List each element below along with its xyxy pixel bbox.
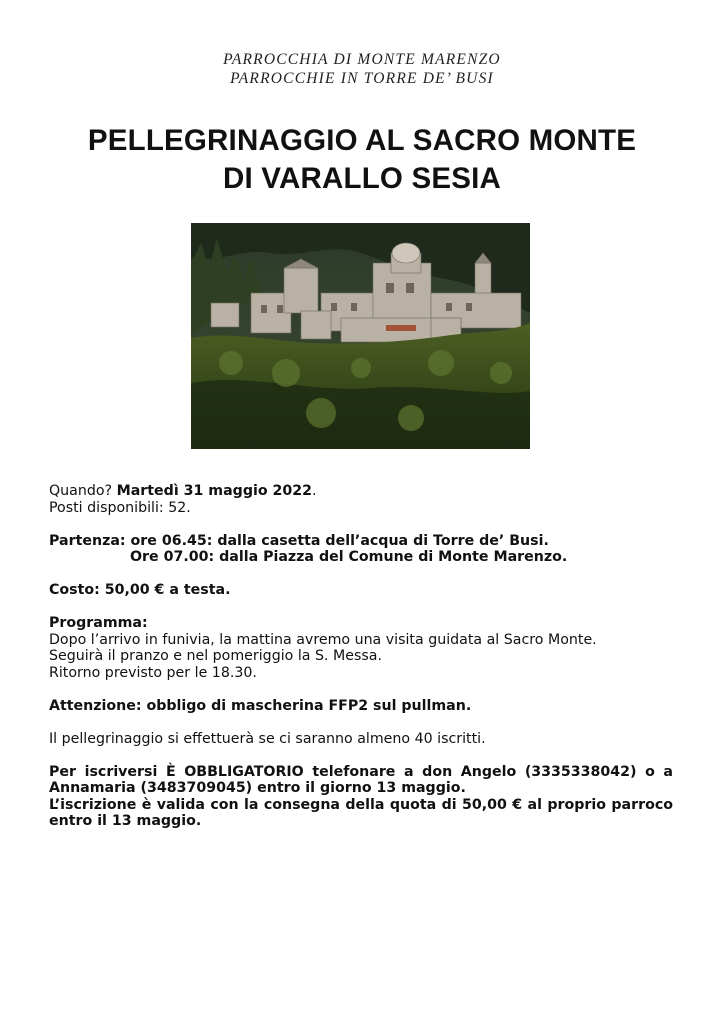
validity-paragraph: L’iscrizione è valida con la consegna della quota di 50,00 € al proprio parroco entro il 13 maggio. — [49, 796, 673, 829]
title-line-2: DI VARALLO SESIA — [222, 162, 501, 195]
parish-subtitle: PARROCCHIE IN TORRE DE’ BUSI — [230, 70, 494, 87]
date-line — [49, 483, 673, 500]
date-value: Martedì 31 maggio 2022 — [116, 483, 313, 499]
date-label: Quando? — [49, 483, 117, 499]
program-line-2: Seguirà il pranzo e nel pomeriggio la S. Messa. — [49, 648, 382, 664]
cost-line: Costo: 50,00 € a testa. — [49, 582, 231, 598]
departure-line-2: Ore 07.00: dalla Piazza del Comune di Monte Marenzo. — [130, 549, 568, 565]
program-line-1: Dopo l’arrivo in funivia, la mattina avremo una visita guidata al Sacro Monte. — [49, 631, 597, 648]
title-line-1: PELLEGRINAGGIO AL SACRO MONTE — [87, 124, 637, 157]
seats-line: Posti disponibili: 52. — [49, 499, 191, 516]
page-title — [0, 122, 724, 198]
event-details — [49, 483, 673, 830]
program-label: Programma: — [49, 615, 148, 631]
date-suffix: . — [312, 483, 317, 499]
program-line-3: Ritorno previsto per le 18.30. — [49, 664, 257, 681]
signup-paragraph: Per iscriversi È OBBLIGATORIO telefonare a don Angelo (3335338042) o a Annamaria (3483709045) entro il giorno 13 maggio. — [49, 763, 673, 796]
parish-name: PARROCCHIA DI MONTE MARENZO — [223, 51, 501, 68]
warning-line: Attenzione: obbligo di mascherina FFP2 sul pullman. — [49, 697, 472, 714]
minimum-line: Il pellegrinaggio si effettuerà se ci saranno almeno 40 iscritti. — [49, 730, 486, 747]
parish-header — [0, 50, 724, 88]
sacro-monte-photo — [191, 223, 530, 449]
departure-line-1: Partenza: ore 06.45: dalla casetta dell’acqua di Torre de’ Busi. — [49, 532, 549, 549]
